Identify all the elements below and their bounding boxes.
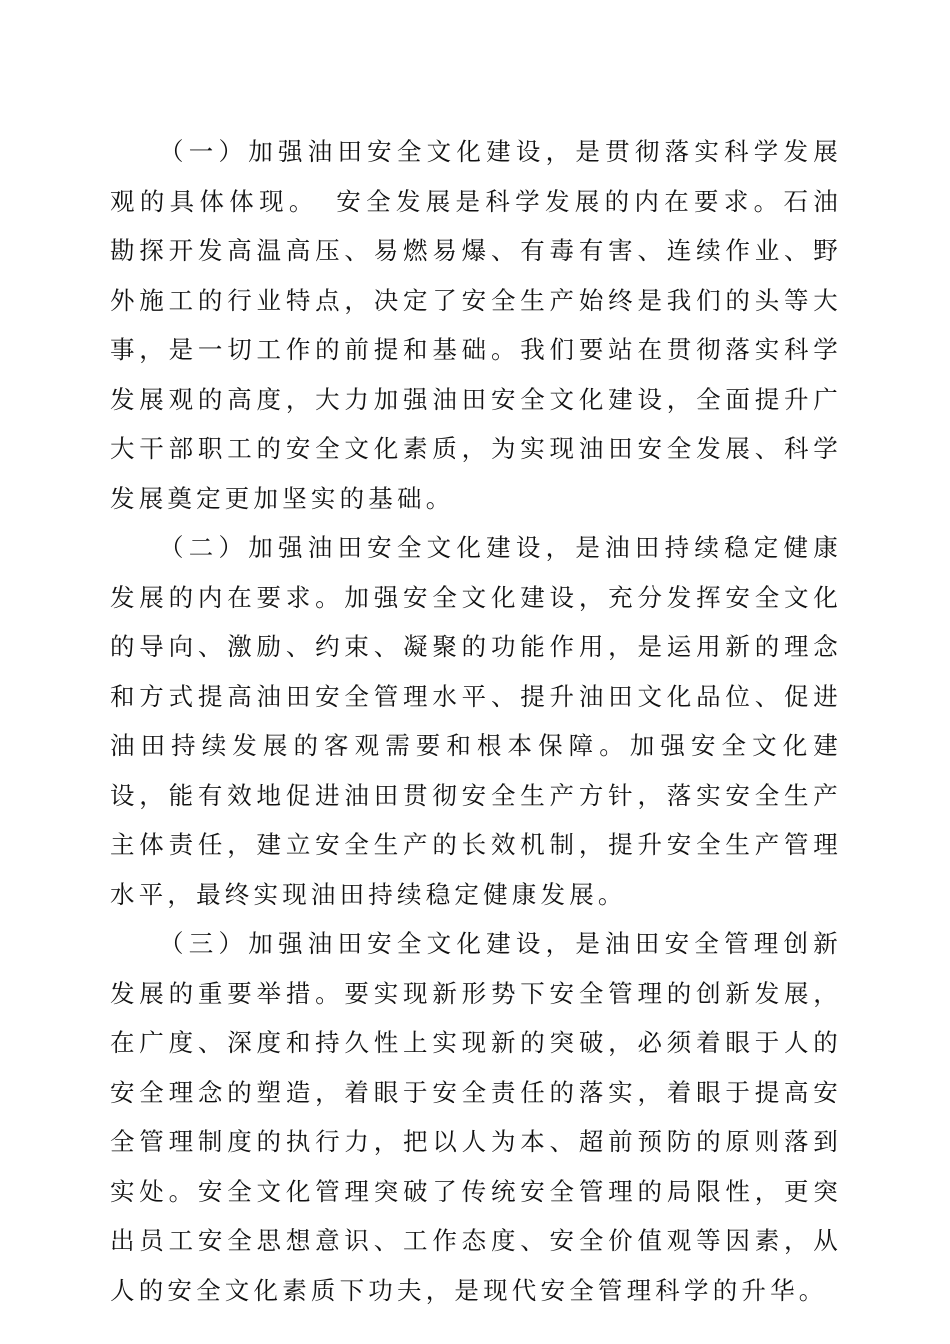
paragraph-3: （三）加强油田安全文化建设，是油田安全管理创新发展的重要举措。要实现新形势下安全管理的创新发展，在广度、深度和持久性上实现新的突破，必须着眼于人的安全理念的塑造，着眼于安全责任的落实，着眼于提高安全管理制度的执行力，把以人为本、超前预防的原则落到实处。安全文化管理突破了传统安全管理的局限性，更突出员工安全思想意识、工作态度、安全价值观等因素，从人的安全文化素质下功夫，是现代安全管理科学的升华。	[110, 929, 842, 1305]
paragraph-1: （一）加强油田安全文化建设，是贯彻落实科学发展观的具体体现。 安全发展是科学发展的内在要求。石油勘探开发高温高压、易燃易爆、有毒有害、连续作业、野外施工的行业特点，决定了安全生产始终是我们的头等大事，是一切工作的前提和基础。我们要站在贯彻落实科学发展观的高度，大力加强油田安全文化建设，全面提升广大干部职工的安全文化素质，为实现油田安全发展、科学发展奠定更加坚实的基础。	[110, 137, 842, 513]
paragraph-2: （二）加强油田安全文化建设，是油田持续稳定健康发展的内在要求。加强安全文化建设，充分发挥安全文化的导向、激励、约束、凝聚的功能作用，是运用新的理念和方式提高油田安全管理水平、提升油田文化品位、促进油田持续发展的客观需要和根本保障。加强安全文化建设，能有效地促进油田贯彻安全生产方针，落实安全生产主体责任，建立安全生产的长效机制，提升安全生产管理水平，最终实现油田持续稳定健康发展。	[110, 533, 842, 909]
document-body	[110, 127, 842, 1315]
